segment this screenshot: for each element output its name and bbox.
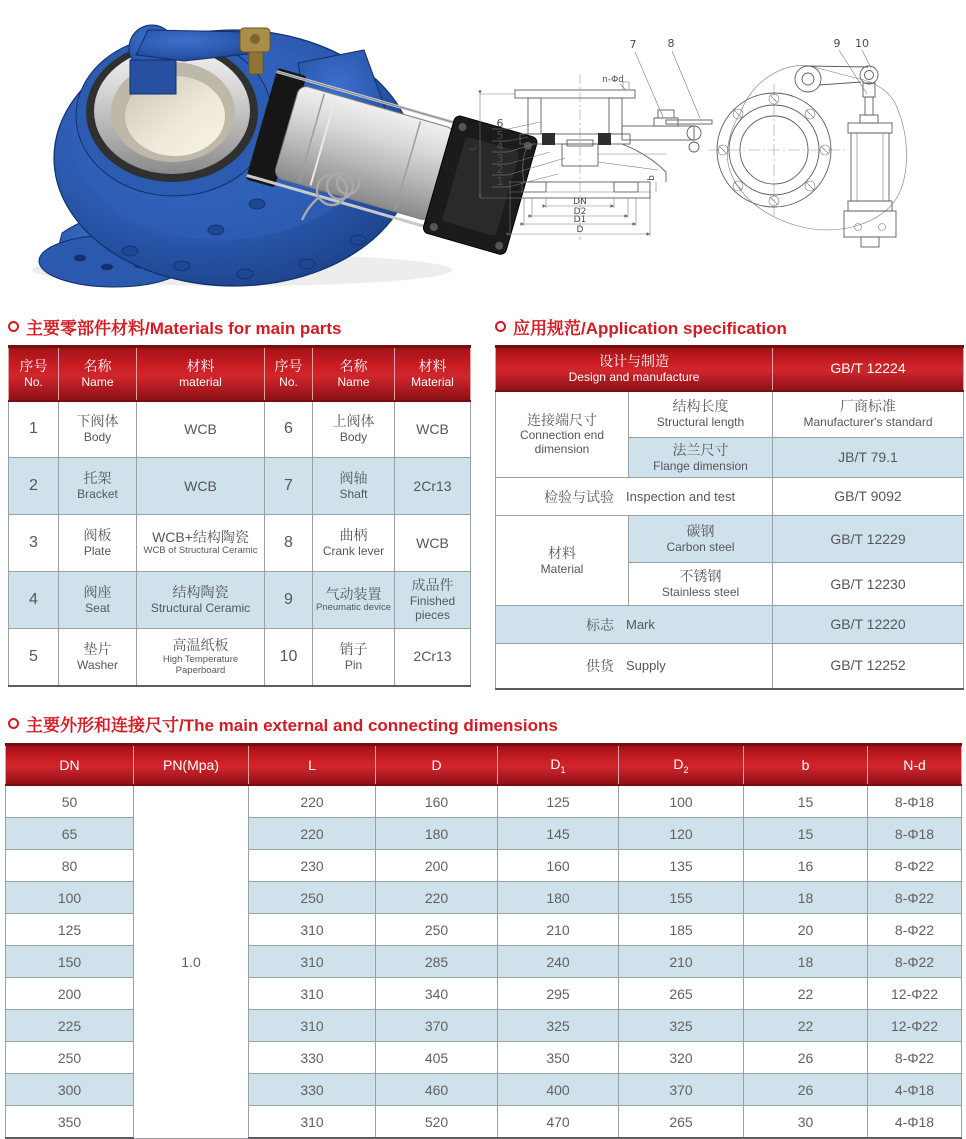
cell-d: 250 — [376, 914, 498, 946]
materials-row-5 — [9, 629, 471, 686]
cell-material: WCB — [137, 458, 265, 515]
cell-d: 405 — [376, 1042, 498, 1074]
bullet-icon — [8, 718, 19, 729]
materials-row-4 — [9, 572, 471, 629]
header-no-left: 序号 No. — [9, 347, 59, 401]
cell-dn: 50 — [6, 785, 134, 818]
cell-standard: GB/T 9092 — [773, 478, 964, 516]
callout-7: 7 — [629, 38, 637, 51]
header-name-right: 名称 Name — [313, 347, 395, 401]
cell-d: 160 — [376, 785, 498, 818]
bullet-icon — [495, 321, 506, 332]
cell-standard: 厂商标准 Manufacturer's standard — [773, 391, 964, 438]
cell-d: 285 — [376, 946, 498, 978]
cell-d: 370 — [376, 1010, 498, 1042]
cell-material: WCB — [395, 401, 471, 458]
cell-material: WCB — [137, 401, 265, 458]
cell-nd: 8-Φ22 — [868, 1042, 962, 1074]
callout-5: 5 — [496, 129, 504, 142]
cell-l: 250 — [249, 882, 376, 914]
cell-name: 曲柄 Crank lever — [313, 515, 395, 572]
header-material-right: 材料 Material — [395, 347, 471, 401]
cell-dn: 350 — [6, 1106, 134, 1139]
cell-d2: 265 — [619, 1106, 744, 1139]
application-row-supply — [496, 644, 964, 689]
dim-D2-label: D2 — [573, 207, 587, 217]
cell-d2: 320 — [619, 1042, 744, 1074]
pneumatic-valve-photo-illustration — [2, 8, 467, 293]
cell-supply: 供货 Supply — [496, 644, 773, 689]
application-row-structural-length — [496, 391, 964, 438]
cell-no: 8 — [265, 515, 313, 572]
callout-6: 6 — [496, 117, 504, 130]
cell-nd: 12-Φ22 — [868, 978, 962, 1010]
cell-d1: 160 — [498, 850, 619, 882]
cell-dn: 250 — [6, 1042, 134, 1074]
cell-d1: 125 — [498, 785, 619, 818]
dim-b-label: b — [647, 175, 657, 181]
cell-d1: 350 — [498, 1042, 619, 1074]
cell-l: 310 — [249, 946, 376, 978]
dim-L-label: L — [469, 145, 479, 151]
header-d2: $D_2$ — [619, 745, 744, 786]
header-material-left: 材料 material — [137, 347, 265, 401]
cell-item: 法兰尺寸 Flange dimension — [629, 438, 773, 478]
dim-row-dn50 — [6, 785, 962, 818]
header-l: L — [249, 745, 376, 786]
cell-d2: 210 — [619, 946, 744, 978]
cell-no: 1 — [9, 401, 59, 458]
cell-d: 220 — [376, 882, 498, 914]
cell-dn: 225 — [6, 1010, 134, 1042]
cell-dn: 80 — [6, 850, 134, 882]
application-header-row — [496, 347, 964, 391]
bullet-icon — [8, 321, 19, 332]
cell-d1: 325 — [498, 1010, 619, 1042]
cell-d2: 265 — [619, 978, 744, 1010]
cell-name: 气动装置 Pneumatic device — [313, 572, 395, 629]
application-row-mark — [496, 606, 964, 644]
cell-d2: 325 — [619, 1010, 744, 1042]
cell-d2: 155 — [619, 882, 744, 914]
header-pn: PN(Mpa) — [134, 745, 249, 786]
cell-item: 结构长度 Structural length — [629, 391, 773, 438]
cell-l: 310 — [249, 1106, 376, 1139]
cell-nd: 8-Φ22 — [868, 882, 962, 914]
product-photo — [2, 8, 467, 293]
application-row-carbon-steel — [496, 516, 964, 563]
cell-name: 阀座 Seat — [59, 572, 137, 629]
cell-d2: 135 — [619, 850, 744, 882]
cell-b: 15 — [744, 818, 868, 850]
cell-name: 销子 Pin — [313, 629, 395, 686]
cell-no: 7 — [265, 458, 313, 515]
cell-d: 180 — [376, 818, 498, 850]
cell-l: 230 — [249, 850, 376, 882]
cell-item: 碳钢 Carbon steel — [629, 516, 773, 563]
cell-dn: 125 — [6, 914, 134, 946]
cell-d1: 145 — [498, 818, 619, 850]
application-table — [495, 345, 964, 690]
cell-standard: JB/T 79.1 — [773, 438, 964, 478]
cell-name: 阀板 Plate — [59, 515, 137, 572]
cell-mark: 标志 Mark — [496, 606, 773, 644]
cell-l: 330 — [249, 1042, 376, 1074]
callout-8: 8 — [667, 37, 675, 50]
cell-nd: 8-Φ18 — [868, 785, 962, 818]
dimensions-title-text: 主要外形和连接尺寸/The main external and connecting dimensions — [26, 716, 558, 735]
front-view-drawing — [706, 22, 964, 262]
callout-9: 9 — [833, 37, 841, 50]
header-d1: $D_1$ — [498, 745, 619, 786]
cell-d1: 400 — [498, 1074, 619, 1106]
cell-no: 3 — [9, 515, 59, 572]
cell-nd: 8-Φ22 — [868, 914, 962, 946]
header-name-left: 名称 Name — [59, 347, 137, 401]
cell-b: 18 — [744, 882, 868, 914]
cell-material: 高温纸板 High Temperature Paperboard — [137, 629, 265, 686]
cell-material: 2Cr13 — [395, 458, 471, 515]
materials-header-row — [9, 347, 471, 401]
cell-b: 15 — [744, 785, 868, 818]
cell-name: 垫片 Washer — [59, 629, 137, 686]
materials-row-1 — [9, 401, 471, 458]
cell-no: 4 — [9, 572, 59, 629]
cell-d1: 180 — [498, 882, 619, 914]
cell-dn: 100 — [6, 882, 134, 914]
dimensions-table — [5, 743, 962, 1139]
cell-d2: 370 — [619, 1074, 744, 1106]
materials-title-text: 主要零部件材料/Materials for main parts — [26, 319, 342, 338]
header-design-manufacture: 设计与制造 Design and manufacture — [496, 347, 773, 391]
cell-d2: 120 — [619, 818, 744, 850]
cell-d: 200 — [376, 850, 498, 882]
materials-table — [8, 345, 471, 687]
callout-2: 2 — [496, 163, 504, 176]
cell-dn: 200 — [6, 978, 134, 1010]
cell-l: 310 — [249, 1010, 376, 1042]
cell-d2: 185 — [619, 914, 744, 946]
header-dn: DN — [6, 745, 134, 786]
cell-dn: 300 — [6, 1074, 134, 1106]
cell-name: 托架 Bracket — [59, 458, 137, 515]
header-no-right: 序号 No. — [265, 347, 313, 401]
cell-material-group: 材料 Material — [496, 516, 629, 606]
cell-nd: 12-Φ22 — [868, 1010, 962, 1042]
cell-name: 阀轴 Shaft — [313, 458, 395, 515]
cell-d1: 295 — [498, 978, 619, 1010]
cell-inspection: 检验与试验 Inspection and test — [496, 478, 773, 516]
cell-nd: 4-Φ18 — [868, 1074, 962, 1106]
application-section-title — [495, 314, 787, 339]
cell-dn: 65 — [6, 818, 134, 850]
header-d: D — [376, 745, 498, 786]
header-nd: N-d — [868, 745, 962, 786]
cell-b: 16 — [744, 850, 868, 882]
cell-nd: 4-Φ18 — [868, 1106, 962, 1139]
cell-material: WCB+结构陶瓷 WCB of Structural Ceramic — [137, 515, 265, 572]
header-b: b — [744, 745, 868, 786]
cell-standard: GB/T 12230 — [773, 563, 964, 606]
cell-b: 26 — [744, 1042, 868, 1074]
cell-standard: GB/T 12229 — [773, 516, 964, 563]
cell-no: 10 — [265, 629, 313, 686]
cell-standard: GB/T 12252 — [773, 644, 964, 689]
dim-D1-label: D1 — [573, 215, 587, 225]
cell-connection-end: 连接端尺寸 Connection end dimension — [496, 391, 629, 478]
dimensions-section-title — [8, 711, 558, 736]
callout-4: 4 — [496, 140, 504, 153]
materials-row-2 — [9, 458, 471, 515]
cell-l: 310 — [249, 914, 376, 946]
cell-nd: 8-Φ22 — [868, 850, 962, 882]
cell-standard: GB/T 12220 — [773, 606, 964, 644]
dim-DN-label: DN — [573, 197, 587, 207]
cell-no: 6 — [265, 401, 313, 458]
cell-b: 20 — [744, 914, 868, 946]
cell-l: 330 — [249, 1074, 376, 1106]
cell-d: 460 — [376, 1074, 498, 1106]
cell-material: WCB — [395, 515, 471, 572]
cell-l: 310 — [249, 978, 376, 1010]
bolt-count-label: n-Φd — [602, 75, 624, 85]
cell-nd: 8-Φ18 — [868, 818, 962, 850]
cell-l: 220 — [249, 818, 376, 850]
callout-1: 1 — [496, 175, 504, 188]
section-view-drawing — [470, 22, 715, 262]
cell-no: 5 — [9, 629, 59, 686]
cell-material: 结构陶瓷 Structural Ceramic — [137, 572, 265, 629]
front-view-svg — [706, 22, 964, 262]
cell-name: 上阀体 Body — [313, 401, 395, 458]
cell-no: 9 — [265, 572, 313, 629]
cell-l: 220 — [249, 785, 376, 818]
callout-10: 10 — [855, 37, 869, 50]
cell-material: 2Cr13 — [395, 629, 471, 686]
cell-material: 成品件 Finished pieces — [395, 572, 471, 629]
cell-b: 22 — [744, 978, 868, 1010]
header-standard: GB/T 12224 — [773, 347, 964, 391]
cell-b: 22 — [744, 1010, 868, 1042]
cell-d: 340 — [376, 978, 498, 1010]
application-row-inspection — [496, 478, 964, 516]
callout-3: 3 — [496, 152, 504, 165]
materials-row-3 — [9, 515, 471, 572]
cell-dn: 150 — [6, 946, 134, 978]
section-view-svg — [470, 22, 715, 262]
cell-b: 30 — [744, 1106, 868, 1139]
cell-b: 26 — [744, 1074, 868, 1106]
cell-no: 2 — [9, 458, 59, 515]
materials-section-title — [8, 314, 342, 339]
dim-D-label: D — [576, 225, 584, 235]
cell-item: 不锈钢 Stainless steel — [629, 563, 773, 606]
application-title-text: 应用规范/Application specification — [513, 319, 787, 338]
cell-b: 18 — [744, 946, 868, 978]
cell-d2: 100 — [619, 785, 744, 818]
cell-nd: 8-Φ22 — [868, 946, 962, 978]
cell-d1: 210 — [498, 914, 619, 946]
cell-d1: 470 — [498, 1106, 619, 1139]
cell-name: 下阀体 Body — [59, 401, 137, 458]
dimensions-header-row — [6, 745, 962, 786]
cell-d: 520 — [376, 1106, 498, 1139]
cell-d1: 240 — [498, 946, 619, 978]
cell-pn-value: 1.0 — [134, 785, 249, 1138]
